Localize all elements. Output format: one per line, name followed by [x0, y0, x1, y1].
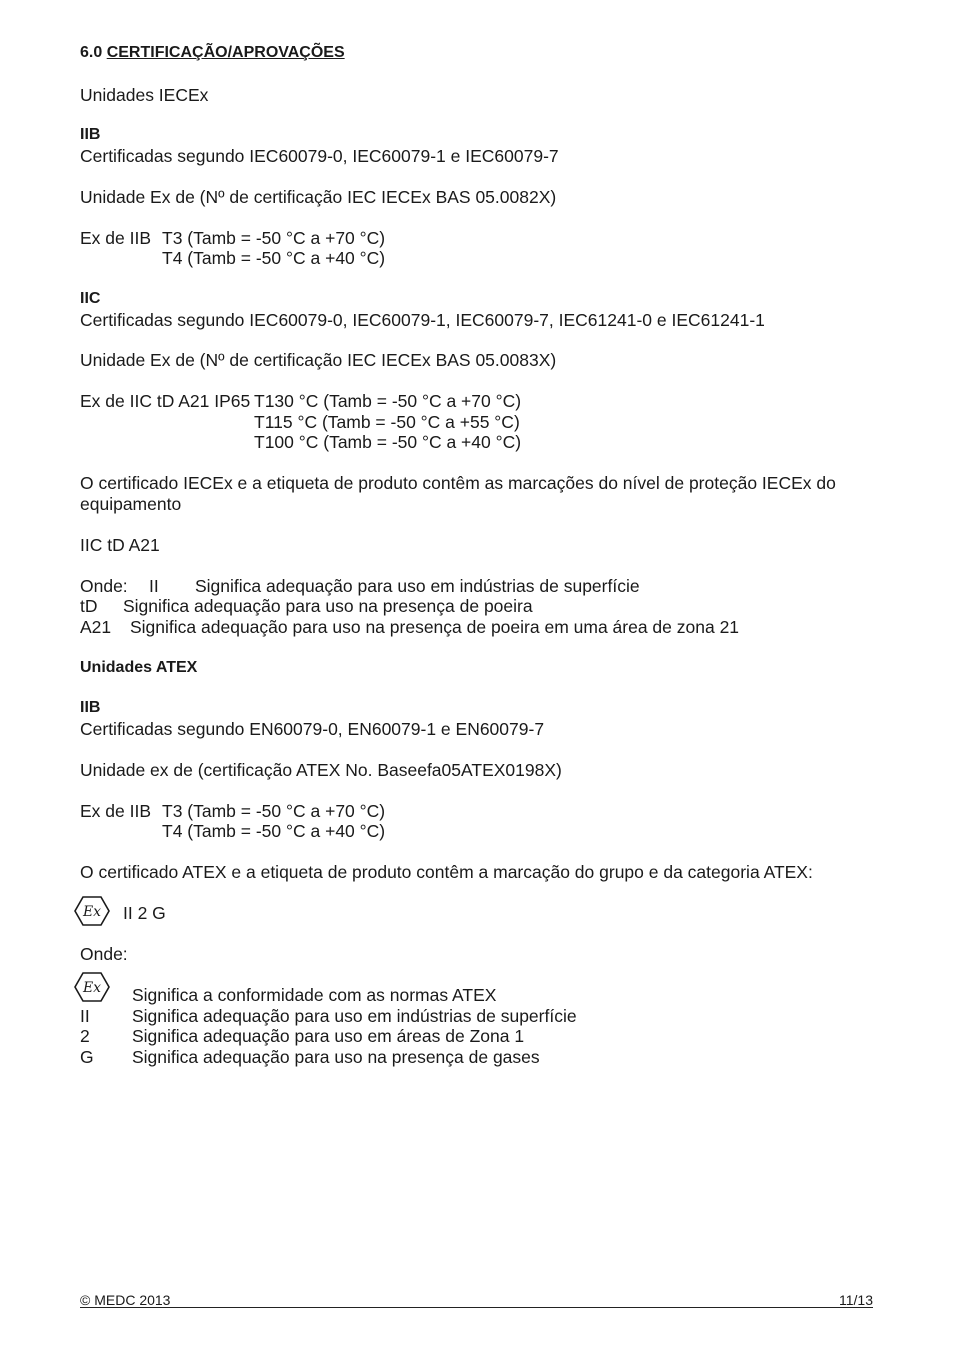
- atex-marking: II 2 G: [123, 903, 166, 923]
- iecex-iic-marking-prefix: Ex de IIC tD A21 IP65: [80, 391, 251, 411]
- iecex-iib-label: IIB: [80, 126, 101, 143]
- ex-hexagon-icon: [73, 895, 111, 927]
- iecex-def-code: II: [149, 576, 159, 596]
- atex-title: Unidades ATEX: [80, 659, 198, 676]
- iecex-iic-label: IIC: [80, 290, 101, 307]
- iecex-def-code: A21: [80, 617, 112, 637]
- iecex-def-text: Significa adequação para uso na presença de poeira: [123, 596, 533, 616]
- footer-copyright: © MEDC 2013: [80, 1292, 171, 1308]
- atex-def-text: Significa adequação para uso na presença de gases: [132, 1047, 540, 1067]
- iecex-marking: IIC tD A21: [80, 535, 160, 555]
- iecex-def-code: tD: [80, 596, 98, 616]
- footer-divider: [80, 1307, 873, 1308]
- footer-page-number: 11/13: [839, 1292, 873, 1308]
- atex-temp-1: T3 (Tamb = -50 °C a +70 °C): [162, 801, 386, 821]
- ex-symbol-label: Ex: [82, 904, 102, 920]
- iecex-iib-unit: Unidade Ex de (Nº de certificação IEC IECEx BAS 05.0082X): [80, 187, 557, 207]
- atex-def-text: Significa a conformidade com as normas ATEX: [132, 985, 497, 1005]
- iecex-def-text: Significa adequação para uso em indústrias de superfície: [195, 576, 640, 596]
- atex-def-code: 2: [80, 1026, 90, 1046]
- iecex-iic-temp-2: T115 °C (Tamb = -50 °C a +55 °C): [254, 412, 520, 432]
- section-title: CERTIFICAÇÃO/APROVAÇÕES: [106, 44, 345, 61]
- atex-marking-prefix: Ex de IIB: [80, 801, 152, 821]
- atex-def-code: G: [80, 1047, 94, 1067]
- iecex-iib-marking-prefix: Ex de IIB: [80, 228, 152, 248]
- iecex-iic-temp-1: T130 °C (Tamb = -50 °C a +70 °C): [254, 391, 522, 411]
- section-heading: [80, 43, 345, 63]
- atex-where-label: Onde:: [80, 944, 128, 964]
- iecex-def-text: Significa adequação para uso na presença de poeira em uma área de zona 21: [130, 617, 740, 637]
- iecex-iib-temp-2: T4 (Tamb = -50 °C a +40 °C): [162, 248, 386, 268]
- iecex-where-label: Onde:: [80, 576, 128, 596]
- atex-note: O certificado ATEX e a etiqueta de produto contêm a marcação do grupo e da categoria ATEX:: [80, 862, 813, 882]
- iecex-note-line-1: O certificado IECEx e a etiqueta de produto contêm as marcações do nível de proteção IECEx do: [80, 473, 836, 493]
- atex-def-code: II: [80, 1006, 90, 1026]
- atex-iib-label: IIB: [80, 699, 101, 716]
- atex-unit: Unidade ex de (certificação ATEX No. Baseefa05ATEX0198X): [80, 760, 562, 780]
- ex-symbol-label: Ex: [82, 980, 102, 996]
- atex-temp-2: T4 (Tamb = -50 °C a +40 °C): [162, 821, 386, 841]
- iecex-iic-standards: Certificadas segundo IEC60079-0, IEC60079-1, IEC60079-7, IEC61241-0 e IEC61241-1: [80, 310, 765, 330]
- iecex-iic-unit: Unidade Ex de (Nº de certificação IEC IECEx BAS 05.0083X): [80, 350, 557, 370]
- ex-hexagon-icon: [73, 971, 111, 1003]
- atex-def-text: Significa adequação para uso em áreas de Zona 1: [132, 1026, 525, 1046]
- iecex-iib-standards: Certificadas segundo IEC60079-0, IEC60079-1 e IEC60079-7: [80, 146, 559, 166]
- iecex-title: Unidades IECEx: [80, 85, 209, 105]
- iecex-iic-temp-3: T100 °C (Tamb = -50 °C a +40 °C): [254, 432, 522, 452]
- iecex-note-line-2: equipamento: [80, 494, 182, 514]
- atex-standards: Certificadas segundo EN60079-0, EN60079-1 e EN60079-7: [80, 719, 545, 739]
- section-number: 6.0: [80, 44, 103, 61]
- iecex-iib-temp-1: T3 (Tamb = -50 °C a +70 °C): [162, 228, 386, 248]
- atex-def-text: Significa adequação para uso em indústrias de superfície: [132, 1006, 577, 1026]
